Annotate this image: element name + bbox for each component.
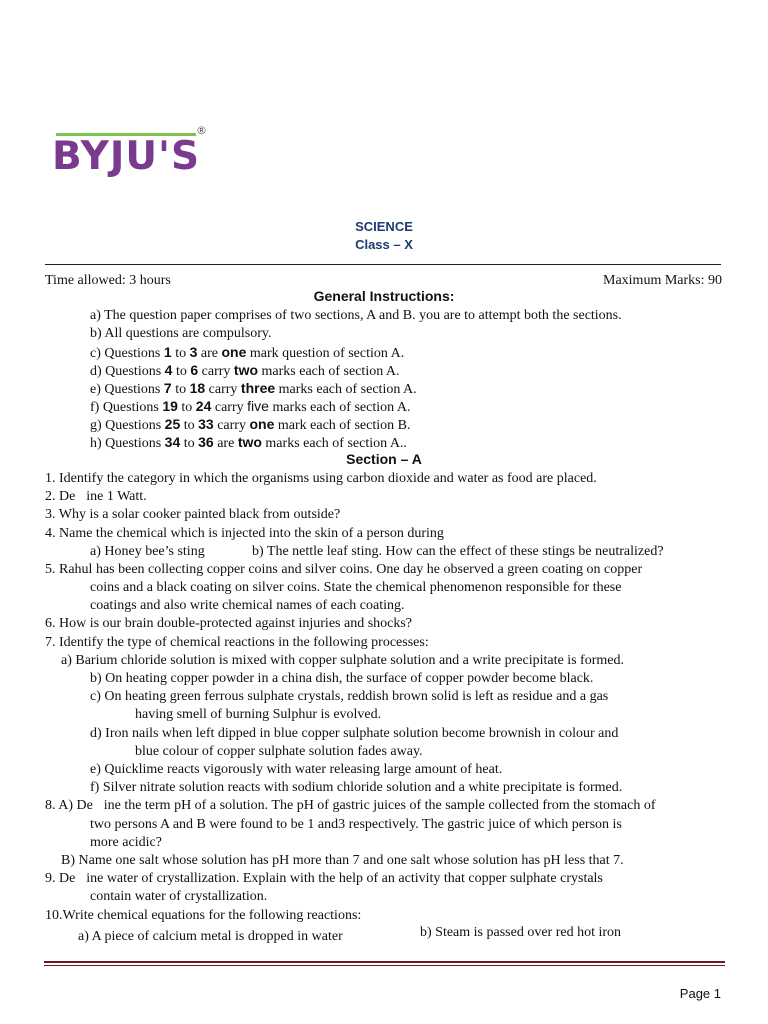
footer-divider	[44, 961, 725, 963]
question-4: 4. Name the chemical which is injected into the skin of a person during	[45, 526, 444, 541]
instruction-g: g) Questions 25 to 33 carry one mark each of section B.	[90, 416, 411, 433]
question-2: 2. De ine 1 Watt.	[45, 489, 147, 504]
question-7f: f) Silver nitrate solution reacts with sodium chloride solution and a white precipitate is formed.	[90, 780, 623, 795]
instruction-e: e) Questions 7 to 18 carry three marks each of section A.	[90, 380, 417, 397]
instruction-b: b) All questions are compulsory.	[90, 326, 272, 341]
question-8-line-3: more acidic?	[90, 835, 162, 850]
instruction-h: h) Questions 34 to 36 are two marks each of section A..	[90, 434, 407, 451]
registered-mark: ®	[196, 124, 207, 137]
question-4b: b) The nettle leaf sting. How can the effect of these stings be neutralized?	[252, 544, 664, 559]
question-5-line-3: coatings and also write chemical names of each coating.	[90, 598, 405, 613]
instruction-f: f) Questions 19 to 24 carry five marks each of section A.	[90, 398, 411, 415]
question-10: 10.Write chemical equations for the following reactions:	[45, 908, 362, 923]
maximum-marks: Maximum Marks: 90	[603, 273, 722, 288]
question-7d-line-2: blue colour of copper sulphate solution fades away.	[135, 744, 423, 759]
instruction-c: c) Questions 1 to 3 are one mark question of section A.	[90, 344, 405, 361]
subject-title: SCIENCE	[355, 219, 413, 234]
question-9-line-1: 9. De ine water of crystallization. Explain with the help of an activity that copper sulphate crystals	[45, 871, 603, 886]
instruction-d: d) Questions 4 to 6 carry two marks each of section A.	[90, 362, 400, 379]
question-6: 6. How is our brain double-protected against injuries and shocks?	[45, 616, 413, 631]
question-8b: B) Name one salt whose solution has pH more than 7 and one salt whose solution has pH less that 7.	[61, 853, 624, 868]
question-8-line-1: 8. A) De ine the term pH of a solution. The pH of gastric juices of the sample collected from the stomach of	[45, 798, 656, 813]
class-title: Class – X	[355, 237, 413, 252]
instruction-a: a) The question paper comprises of two sections, A and B. you are to attempt both the sections.	[90, 308, 622, 323]
time-allowed: Time allowed: 3 hours	[45, 273, 171, 288]
question-7c-line-2: having smell of burning Sulphur is evolved.	[135, 707, 382, 722]
question-10b: b) Steam is passed over red hot iron	[420, 925, 622, 940]
footer-divider-thin	[44, 965, 725, 966]
question-5-line-1: 5. Rahul has been collecting copper coins and silver coins. One day he observed a green coating on copper	[45, 562, 643, 577]
question-4a: a) Honey bee’s sting	[90, 544, 205, 559]
question-1: 1. Identify the category in which the organisms using carbon dioxide and water as food are placed.	[45, 471, 597, 486]
question-7c-line-1: c) On heating green ferrous sulphate crystals, reddish brown solid is left as residue and a gas	[90, 689, 609, 704]
question-3: 3. Why is a solar cooker painted black from outside?	[45, 507, 341, 522]
byjus-logo: BYJU'S	[52, 134, 201, 179]
question-5-line-2: coins and a black coating on silver coins. State the chemical phenomenon responsible for these	[90, 580, 622, 595]
instructions-title: General Instructions:	[313, 288, 455, 304]
question-7b: b) On heating copper powder in a china dish, the surface of copper powder become black.	[90, 671, 594, 686]
question-7: 7. Identify the type of chemical reactions in the following processes:	[45, 635, 429, 650]
question-10a: a) A piece of calcium metal is dropped in water	[78, 929, 343, 944]
page-number: Page 1	[679, 986, 721, 1001]
question-8-line-2: two persons A and B were found to be 1 and3 respectively. The gastric juice of which person is	[90, 817, 622, 832]
section-a-heading: Section – A	[346, 451, 422, 467]
question-7a: a) Barium chloride solution is mixed with copper sulphate solution and a write precipitate is formed.	[61, 653, 624, 668]
question-7e: e) Quicklime reacts vigorously with water releasing large amount of heat.	[90, 762, 503, 777]
header-divider	[45, 264, 721, 265]
question-9-line-2: contain water of crystallization.	[90, 889, 268, 904]
question-7d-line-1: d) Iron nails when left dipped in blue copper sulphate solution become brownish in colour and	[90, 726, 619, 741]
